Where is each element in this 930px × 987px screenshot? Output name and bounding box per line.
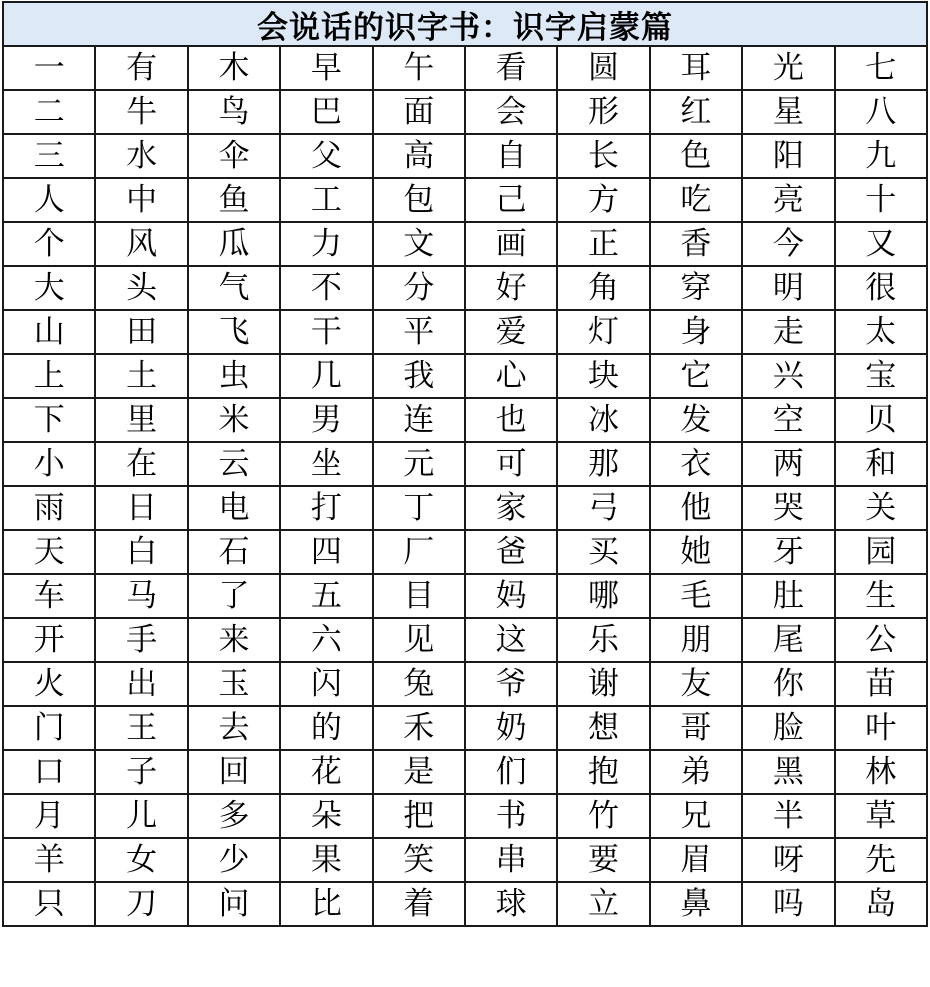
character-cell: 连 <box>373 398 465 442</box>
table-row <box>3 442 927 486</box>
table-row <box>3 486 927 530</box>
character-cell: 鱼 <box>188 178 280 222</box>
character-cell: 兴 <box>742 354 834 398</box>
character-cell: 家 <box>465 486 557 530</box>
character-cell: 玉 <box>188 662 280 706</box>
character-cell: 两 <box>742 442 834 486</box>
character-cell: 只 <box>3 882 95 926</box>
table-row <box>3 618 927 662</box>
character-cell: 雨 <box>3 486 95 530</box>
character-cell: 人 <box>3 178 95 222</box>
character-cell: 穿 <box>650 266 742 310</box>
character-cell: 爸 <box>465 530 557 574</box>
character-cell: 发 <box>650 398 742 442</box>
character-table-body <box>3 47 927 926</box>
character-cell: 羊 <box>3 838 95 882</box>
table-row <box>3 838 927 882</box>
character-cell: 们 <box>465 750 557 794</box>
character-cell: 干 <box>280 310 372 354</box>
character-cell: 己 <box>465 178 557 222</box>
literacy-sheet <box>2 1 928 927</box>
character-cell: 午 <box>373 47 465 90</box>
character-cell: 灯 <box>557 310 649 354</box>
character-cell: 力 <box>280 222 372 266</box>
character-cell: 形 <box>557 90 649 134</box>
character-cell: 呀 <box>742 838 834 882</box>
character-cell: 禾 <box>373 706 465 750</box>
character-cell: 在 <box>95 442 187 486</box>
character-cell: 三 <box>3 134 95 178</box>
character-cell: 米 <box>188 398 280 442</box>
character-cell: 闪 <box>280 662 372 706</box>
character-cell: 大 <box>3 266 95 310</box>
character-cell: 牛 <box>95 90 187 134</box>
character-cell: 耳 <box>650 47 742 90</box>
character-cell: 吃 <box>650 178 742 222</box>
character-cell: 里 <box>95 398 187 442</box>
character-cell: 上 <box>3 354 95 398</box>
character-cell: 圆 <box>557 47 649 90</box>
character-cell: 九 <box>835 134 927 178</box>
character-cell: 马 <box>95 574 187 618</box>
character-cell: 瓜 <box>188 222 280 266</box>
character-cell: 巴 <box>280 90 372 134</box>
character-cell: 鼻 <box>650 882 742 926</box>
character-cell: 方 <box>557 178 649 222</box>
character-cell: 可 <box>465 442 557 486</box>
character-cell: 工 <box>280 178 372 222</box>
character-cell: 光 <box>742 47 834 90</box>
table-row <box>3 222 927 266</box>
character-cell: 回 <box>188 750 280 794</box>
character-cell: 早 <box>280 47 372 90</box>
character-cell: 一 <box>3 47 95 90</box>
character-cell: 哪 <box>557 574 649 618</box>
character-cell: 坐 <box>280 442 372 486</box>
character-cell: 生 <box>835 574 927 618</box>
character-cell: 鸟 <box>188 90 280 134</box>
character-cell: 和 <box>835 442 927 486</box>
character-cell: 有 <box>95 47 187 90</box>
character-cell: 头 <box>95 266 187 310</box>
character-cell: 爱 <box>465 310 557 354</box>
character-cell: 厂 <box>373 530 465 574</box>
character-cell: 二 <box>3 90 95 134</box>
character-cell: 看 <box>465 47 557 90</box>
character-cell: 书 <box>465 794 557 838</box>
character-cell: 黑 <box>742 750 834 794</box>
character-cell: 飞 <box>188 310 280 354</box>
character-cell: 土 <box>95 354 187 398</box>
character-cell: 目 <box>373 574 465 618</box>
character-cell: 的 <box>280 706 372 750</box>
character-cell: 八 <box>835 90 927 134</box>
character-cell: 要 <box>557 838 649 882</box>
table-row <box>3 398 927 442</box>
table-row <box>3 310 927 354</box>
character-cell: 男 <box>280 398 372 442</box>
character-cell: 脸 <box>742 706 834 750</box>
character-cell: 四 <box>280 530 372 574</box>
character-cell: 出 <box>95 662 187 706</box>
character-cell: 红 <box>650 90 742 134</box>
character-cell: 五 <box>280 574 372 618</box>
character-cell: 岛 <box>835 882 927 926</box>
character-cell: 又 <box>835 222 927 266</box>
table-row <box>3 47 927 90</box>
character-cell: 笑 <box>373 838 465 882</box>
character-cell: 气 <box>188 266 280 310</box>
character-cell: 那 <box>557 442 649 486</box>
character-cell: 爷 <box>465 662 557 706</box>
character-cell: 今 <box>742 222 834 266</box>
character-cell: 块 <box>557 354 649 398</box>
character-cell: 分 <box>373 266 465 310</box>
character-cell: 这 <box>465 618 557 662</box>
character-cell: 是 <box>373 750 465 794</box>
character-cell: 朋 <box>650 618 742 662</box>
character-cell: 明 <box>742 266 834 310</box>
character-cell: 面 <box>373 90 465 134</box>
character-cell: 平 <box>373 310 465 354</box>
character-cell: 朵 <box>280 794 372 838</box>
character-cell: 很 <box>835 266 927 310</box>
character-cell: 七 <box>835 47 927 90</box>
character-cell: 画 <box>465 222 557 266</box>
character-cell: 她 <box>650 530 742 574</box>
character-cell: 木 <box>188 47 280 90</box>
character-cell: 球 <box>465 882 557 926</box>
character-cell: 云 <box>188 442 280 486</box>
character-cell: 高 <box>373 134 465 178</box>
character-cell: 关 <box>835 486 927 530</box>
character-cell: 心 <box>465 354 557 398</box>
character-cell: 公 <box>835 618 927 662</box>
table-row <box>3 662 927 706</box>
character-cell: 刀 <box>95 882 187 926</box>
character-cell: 天 <box>3 530 95 574</box>
character-cell: 下 <box>3 398 95 442</box>
character-cell: 十 <box>835 178 927 222</box>
character-table <box>2 47 928 927</box>
character-cell: 谢 <box>557 662 649 706</box>
character-cell: 兄 <box>650 794 742 838</box>
character-cell: 少 <box>188 838 280 882</box>
character-cell: 哥 <box>650 706 742 750</box>
character-cell: 空 <box>742 398 834 442</box>
character-cell: 肚 <box>742 574 834 618</box>
character-cell: 问 <box>188 882 280 926</box>
character-cell: 门 <box>3 706 95 750</box>
character-cell: 叶 <box>835 706 927 750</box>
table-row <box>3 90 927 134</box>
character-cell: 丁 <box>373 486 465 530</box>
character-cell: 好 <box>465 266 557 310</box>
character-cell: 尾 <box>742 618 834 662</box>
character-cell: 宝 <box>835 354 927 398</box>
character-cell: 走 <box>742 310 834 354</box>
character-cell: 太 <box>835 310 927 354</box>
character-cell: 月 <box>3 794 95 838</box>
character-cell: 半 <box>742 794 834 838</box>
character-cell: 见 <box>373 618 465 662</box>
character-cell: 把 <box>373 794 465 838</box>
character-cell: 中 <box>95 178 187 222</box>
character-cell: 兔 <box>373 662 465 706</box>
character-cell: 虫 <box>188 354 280 398</box>
character-cell: 自 <box>465 134 557 178</box>
character-cell: 哭 <box>742 486 834 530</box>
character-cell: 日 <box>95 486 187 530</box>
character-cell: 田 <box>95 310 187 354</box>
table-row <box>3 354 927 398</box>
character-cell: 星 <box>742 90 834 134</box>
character-cell: 毛 <box>650 574 742 618</box>
character-cell: 口 <box>3 750 95 794</box>
character-cell: 花 <box>280 750 372 794</box>
sheet-title: 会说话的识字书：识字启蒙篇 <box>2 1 928 47</box>
character-cell: 你 <box>742 662 834 706</box>
character-cell: 亮 <box>742 178 834 222</box>
character-cell: 长 <box>557 134 649 178</box>
character-cell: 打 <box>280 486 372 530</box>
character-cell: 园 <box>835 530 927 574</box>
character-cell: 角 <box>557 266 649 310</box>
table-row <box>3 530 927 574</box>
table-row <box>3 266 927 310</box>
table-row <box>3 134 927 178</box>
character-cell: 抱 <box>557 750 649 794</box>
character-cell: 王 <box>95 706 187 750</box>
character-cell: 了 <box>188 574 280 618</box>
character-cell: 身 <box>650 310 742 354</box>
character-cell: 儿 <box>95 794 187 838</box>
character-cell: 六 <box>280 618 372 662</box>
character-cell: 来 <box>188 618 280 662</box>
character-cell: 不 <box>280 266 372 310</box>
character-cell: 小 <box>3 442 95 486</box>
character-cell: 多 <box>188 794 280 838</box>
character-cell: 眉 <box>650 838 742 882</box>
character-cell: 水 <box>95 134 187 178</box>
character-cell: 弓 <box>557 486 649 530</box>
character-cell: 几 <box>280 354 372 398</box>
character-cell: 文 <box>373 222 465 266</box>
character-cell: 友 <box>650 662 742 706</box>
character-cell: 会 <box>465 90 557 134</box>
character-cell: 林 <box>835 750 927 794</box>
character-cell: 比 <box>280 882 372 926</box>
table-row <box>3 794 927 838</box>
character-cell: 串 <box>465 838 557 882</box>
character-cell: 父 <box>280 134 372 178</box>
character-cell: 香 <box>650 222 742 266</box>
character-cell: 元 <box>373 442 465 486</box>
character-cell: 车 <box>3 574 95 618</box>
character-cell: 开 <box>3 618 95 662</box>
character-cell: 色 <box>650 134 742 178</box>
character-cell: 立 <box>557 882 649 926</box>
character-cell: 买 <box>557 530 649 574</box>
character-cell: 奶 <box>465 706 557 750</box>
character-cell: 弟 <box>650 750 742 794</box>
table-row <box>3 706 927 750</box>
character-cell: 石 <box>188 530 280 574</box>
character-cell: 也 <box>465 398 557 442</box>
character-cell: 伞 <box>188 134 280 178</box>
character-cell: 牙 <box>742 530 834 574</box>
table-row <box>3 574 927 618</box>
table-row <box>3 882 927 926</box>
character-cell: 个 <box>3 222 95 266</box>
character-cell: 包 <box>373 178 465 222</box>
character-cell: 果 <box>280 838 372 882</box>
character-cell: 正 <box>557 222 649 266</box>
table-row <box>3 750 927 794</box>
character-cell: 手 <box>95 618 187 662</box>
character-cell: 苗 <box>835 662 927 706</box>
character-cell: 贝 <box>835 398 927 442</box>
character-cell: 他 <box>650 486 742 530</box>
character-cell: 电 <box>188 486 280 530</box>
character-cell: 冰 <box>557 398 649 442</box>
table-row <box>3 178 927 222</box>
character-cell: 着 <box>373 882 465 926</box>
character-cell: 白 <box>95 530 187 574</box>
character-cell: 去 <box>188 706 280 750</box>
character-cell: 我 <box>373 354 465 398</box>
character-cell: 阳 <box>742 134 834 178</box>
character-cell: 想 <box>557 706 649 750</box>
character-cell: 火 <box>3 662 95 706</box>
character-cell: 它 <box>650 354 742 398</box>
character-cell: 乐 <box>557 618 649 662</box>
character-cell: 子 <box>95 750 187 794</box>
character-cell: 衣 <box>650 442 742 486</box>
character-cell: 吗 <box>742 882 834 926</box>
character-cell: 女 <box>95 838 187 882</box>
character-cell: 竹 <box>557 794 649 838</box>
character-cell: 先 <box>835 838 927 882</box>
character-cell: 风 <box>95 222 187 266</box>
character-cell: 山 <box>3 310 95 354</box>
character-cell: 草 <box>835 794 927 838</box>
character-cell: 妈 <box>465 574 557 618</box>
